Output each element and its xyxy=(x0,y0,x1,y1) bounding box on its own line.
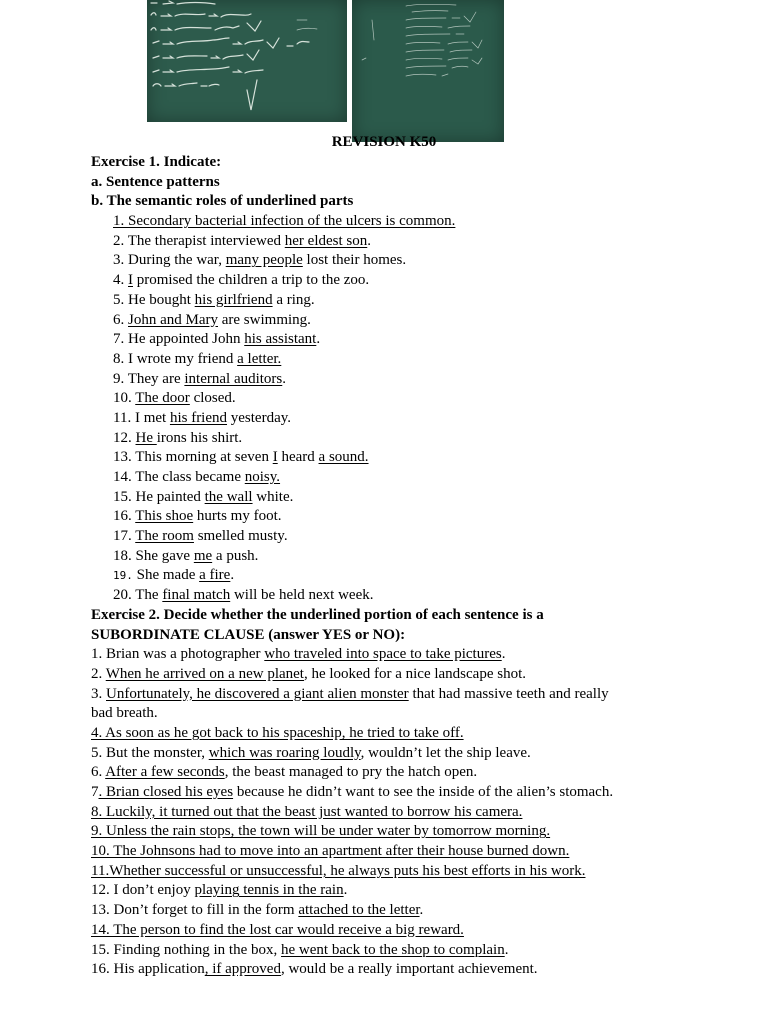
sentence-text: 3. xyxy=(91,685,106,702)
exercise-1-item-4 xyxy=(91,271,671,291)
sentence-text: 1. Brian was a photographer xyxy=(91,646,265,663)
underlined-part: 14. The person to find the lost car would receive a big reward. xyxy=(91,921,464,938)
underlined-part: 4. As soon as he got back to his spaceship, he tried to take off. xyxy=(91,724,464,741)
sentence-text: irons his shirt. xyxy=(156,429,243,446)
underlined-part: 9. Unless the rain stops, the town will be under water by tomorrow morning. xyxy=(91,823,551,840)
exercise-1-item-17 xyxy=(91,527,671,547)
exercise-2-item-12 xyxy=(91,862,671,882)
sentence-text: , he looked for a nice landscape shot. xyxy=(303,665,526,682)
sentence-text: are swimming. xyxy=(218,311,311,328)
exercise-2-item-3 xyxy=(91,685,671,705)
sentence-text: . xyxy=(230,567,235,584)
exercise-1-heading: Exercise 1. Indicate: xyxy=(91,154,222,170)
sentence-text: a ring. xyxy=(272,291,315,308)
sentence-text: bad breath. xyxy=(91,705,158,722)
sentence-text: smelled musty. xyxy=(193,528,288,545)
underlined-part: a fire xyxy=(199,567,231,584)
sentence-text: white. xyxy=(252,488,294,505)
underlined-part: who traveled into space to take pictures xyxy=(264,646,502,663)
underlined-part: her eldest son xyxy=(284,232,368,249)
sentence-text: . xyxy=(504,941,509,958)
chalkboard-photo-right xyxy=(352,0,504,142)
underlined-part: . Brian closed his eyes xyxy=(98,784,234,800)
exercise-1-part-b: b. The semantic roles of underlined parts xyxy=(91,193,354,210)
exercise-1-item-5 xyxy=(91,291,671,311)
exercise-1-item-18 xyxy=(91,547,671,567)
underlined-part: noisy. xyxy=(244,469,281,485)
chalkboard-handwriting xyxy=(147,0,347,122)
exercise-2-item-6 xyxy=(91,744,671,764)
underlined-part: 10. The Johnsons had to move into an apartment after their house burned down. xyxy=(91,843,570,860)
exercise-1-item-2 xyxy=(91,232,671,252)
sentence-text: . xyxy=(316,331,321,348)
underlined-part: a sound. xyxy=(318,449,369,466)
underlined-part: the wall xyxy=(204,488,253,505)
exercise-2-item-5 xyxy=(91,724,671,744)
sentence-text: 16. xyxy=(113,508,136,525)
exercise-2-item-11 xyxy=(91,842,671,862)
exercise-2-item-2 xyxy=(91,665,671,685)
sentence-text: 11. I met xyxy=(113,409,170,426)
sentence-text: because he didn’t want to see the inside of the alien’s stomach. xyxy=(233,784,614,800)
sentence-text: She made xyxy=(132,567,200,584)
sentence-text: promised the children a trip to the zoo. xyxy=(133,272,370,289)
exercise-1-item-11 xyxy=(91,409,671,429)
sentence-text: , wouldn’t let the ship leave. xyxy=(360,744,531,761)
underlined-part: his friend xyxy=(169,409,228,426)
sentence-text: , would be a really important achievement. xyxy=(280,961,538,978)
underlined-part: final match xyxy=(162,587,231,604)
sentence-text: that had massive teeth and really xyxy=(408,685,609,702)
sentence-text: lost their homes. xyxy=(302,252,407,269)
exercise-2-item-10 xyxy=(91,822,671,842)
sentence-text: 13. Don’t forget to fill in the form xyxy=(91,902,299,919)
underlined-part: 8. Luckily, it turned out that the beast just wanted to borrow his camera. xyxy=(91,803,523,820)
underlined-part: The room xyxy=(135,528,194,545)
sentence-text: 20. The xyxy=(113,587,163,604)
exercise-1-item-19 xyxy=(91,566,671,586)
exercise-1-item-15 xyxy=(91,488,671,508)
sentence-text: . xyxy=(282,370,287,387)
underlined-part: internal auditors xyxy=(184,370,283,387)
sentence-text: 17. xyxy=(113,528,136,545)
underlined-part: playing tennis in the rain xyxy=(194,882,344,899)
document-body xyxy=(91,153,671,980)
sentence-text: 3. During the war, xyxy=(113,252,226,269)
sentence-text: heard xyxy=(277,449,319,466)
sentence-text: 15. Finding nothing in the box, xyxy=(91,941,282,958)
underlined-part: his assistant xyxy=(244,331,317,348)
exercise-1-item-8 xyxy=(91,350,671,370)
exercise-1-item-9 xyxy=(91,370,671,390)
exercise-2-heading-line-2: SUBORDINATE CLAUSE (answer YES or NO): xyxy=(91,626,406,643)
page-title: REVISION K50 xyxy=(331,134,437,150)
exercise-1-item-10 xyxy=(91,389,671,409)
exercise-1-item-3 xyxy=(91,251,671,271)
exercise-2-item-7 xyxy=(91,763,671,783)
underlined-part: many people xyxy=(225,252,303,269)
sentence-text: hurts my foot. xyxy=(193,508,282,525)
underlined-part: After a few seconds xyxy=(105,764,225,781)
underlined-part: me xyxy=(193,547,213,564)
underlined-part: The door xyxy=(135,390,190,407)
exercise-2-item-17 xyxy=(91,960,671,980)
underlined-part: This shoe xyxy=(135,508,194,525)
sentence-text: 12. I don’t enjoy xyxy=(91,882,195,899)
chalkboard-photo-left xyxy=(147,0,347,122)
underlined-part: Unfortunately, he discovered a giant alien monster xyxy=(106,685,409,702)
exercise-2-item-8 xyxy=(91,783,671,803)
underlined-part: I xyxy=(128,272,133,289)
exercise-1-item-13 xyxy=(91,448,671,468)
exercise-1-item-14 xyxy=(91,468,671,488)
sentence-text: will be held next week. xyxy=(230,587,374,604)
sentence-text: 5. He bought xyxy=(113,291,195,308)
underlined-part: his girlfriend xyxy=(194,291,273,308)
exercise-2-heading-line-1: Exercise 2. Decide whether the underlined portion of each sentence is a xyxy=(91,606,544,623)
sentence-text: 5. But the monster, xyxy=(91,744,209,761)
sentence-text: . xyxy=(343,882,348,899)
sentence-text: 7. He appointed John xyxy=(113,331,245,348)
sentence-text: 6. xyxy=(91,764,106,781)
underlined-part: 11.Whether successful or unsuccessful, he always puts his best efforts in his work. xyxy=(91,862,586,879)
sentence-text: 6. xyxy=(113,311,128,328)
sentence-text: 15. He painted xyxy=(113,488,205,505)
exercise-2-item-15 xyxy=(91,921,671,941)
exercise-2-item-16 xyxy=(91,941,671,961)
sentence-text: 7 xyxy=(91,784,99,800)
sentence-text: . xyxy=(501,646,506,663)
sentence-text: 14. The class became xyxy=(113,469,245,485)
underlined-part: , if approved xyxy=(204,961,281,978)
exercise-1-list xyxy=(91,212,671,606)
underlined-part: He xyxy=(135,429,157,446)
exercise-1-item-20 xyxy=(91,586,671,606)
sentence-text: yesterday. xyxy=(227,409,292,426)
underlined-part: 1. Secondary bacterial infection of the ulcers is common. xyxy=(113,213,456,230)
underlined-part: which was roaring loudly xyxy=(208,744,361,761)
underlined-part: a letter. xyxy=(237,350,282,367)
sentence-text: 4. xyxy=(113,272,128,289)
exercise-1-item-7 xyxy=(91,330,671,350)
sentence-text: 10. xyxy=(113,390,136,407)
chalkboard-handwriting-small xyxy=(352,0,504,142)
exercise-1-item-16 xyxy=(91,507,671,527)
sentence-text: 12. xyxy=(113,429,136,446)
exercise-2-item-13 xyxy=(91,881,671,901)
sentence-text: 13. This morning at seven xyxy=(113,449,273,466)
exercise-2-item-4 xyxy=(91,704,671,724)
underlined-part: attached to the letter xyxy=(298,902,420,919)
underlined-part: he went back to the shop to complain xyxy=(281,941,505,958)
sentence-text: . xyxy=(367,232,371,249)
sentence-text: 2. The therapist interviewed xyxy=(113,232,285,249)
exercise-2-list xyxy=(91,645,671,980)
underlined-part: I xyxy=(272,449,278,466)
exercise-2-item-14 xyxy=(91,901,671,921)
sentence-text: a push. xyxy=(212,547,259,564)
exercise-2-item-9 xyxy=(91,803,671,823)
sentence-text: , the beast managed to pry the hatch open. xyxy=(224,764,478,781)
exercise-2-item-1 xyxy=(91,645,671,665)
underlined-part: John and Mary xyxy=(128,311,218,328)
sentence-text: 19. xyxy=(113,569,133,583)
exercise-1-item-1 xyxy=(91,212,671,232)
underlined-part: When he arrived on a new planet xyxy=(105,665,304,682)
exercise-1-part-a: a. Sentence patterns xyxy=(91,173,220,190)
sentence-text: 18. She gave xyxy=(113,547,194,564)
sentence-text: . xyxy=(419,902,424,919)
sentence-text: 16. His application xyxy=(91,961,205,978)
sentence-text: 8. I wrote my friend xyxy=(113,350,238,367)
sentence-text: closed. xyxy=(189,390,236,407)
sentence-text: 9. They are xyxy=(113,370,185,387)
exercise-1-item-12 xyxy=(91,429,671,449)
sentence-text: 2. xyxy=(91,665,106,682)
exercise-1-item-6 xyxy=(91,311,671,331)
